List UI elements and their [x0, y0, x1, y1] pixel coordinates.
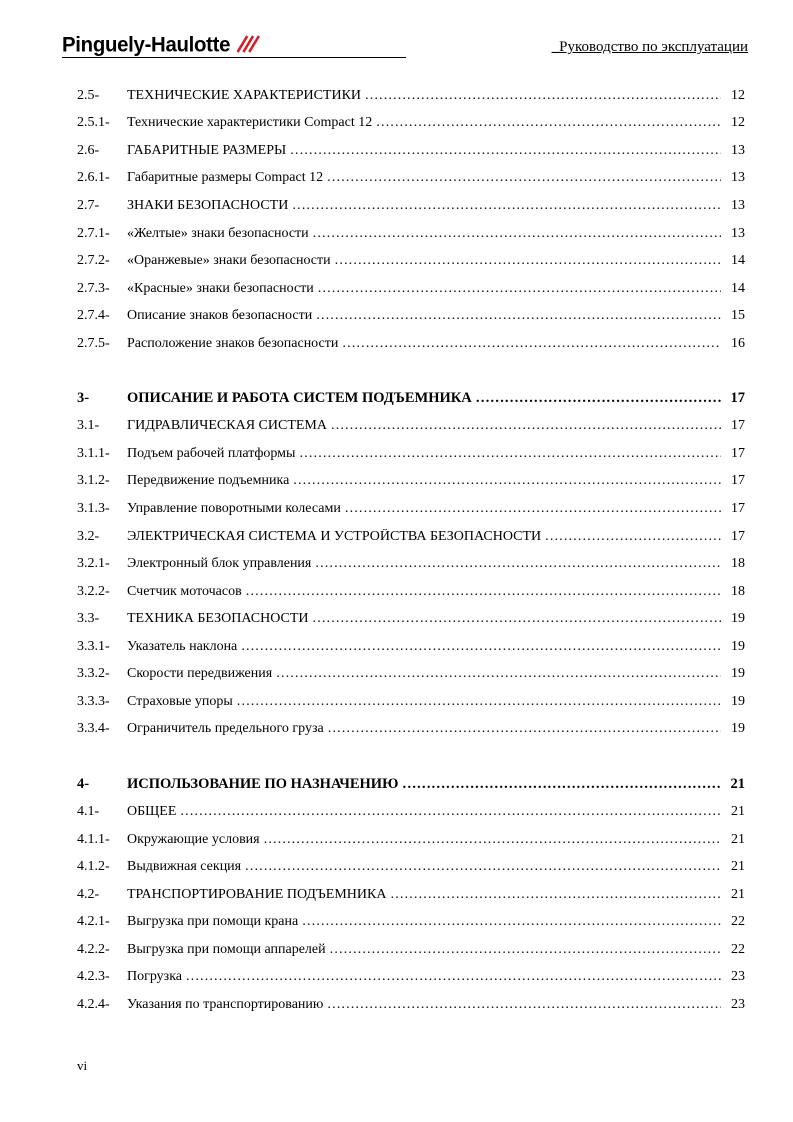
toc-title: Ограничитель предельного груза …………………………………………………………………………………………………………………………………… [127, 721, 721, 737]
toc-page: 17 [731, 528, 745, 544]
toc-entry[interactable] [77, 82, 745, 110]
toc-title: «Желтые» знаки безопасности …………………………………………………………………………………………………………………………………… [127, 226, 721, 242]
toc-page: 13 [731, 170, 745, 186]
toc-entry[interactable] [77, 137, 745, 165]
toc-title: ТЕХНИЧЕСКИЕ ХАРАКТЕРИСТИКИ …………………………………………………………………………………………………………………………………… [127, 88, 721, 104]
toc-entry[interactable] [77, 550, 745, 578]
toc-page: 14 [731, 280, 745, 296]
toc-title: Окружающие условия …………………………………………………………………………………………………………………………………… [127, 832, 721, 848]
toc-title: Описание знаков безопасности …………………………………………………………………………………………………………………………………… [127, 308, 721, 324]
toc-number: 3.1.2- [77, 473, 110, 489]
toc-title: ГИДРАВЛИЧЕСКАЯ СИСТЕМА …………………………………………………………………………………………………………………………………… [127, 418, 721, 434]
toc-title: ИСПОЛЬЗОВАНИЕ ПО НАЗНАЧЕНИЮ …………………………………………………………………………………………………………………………………… [127, 776, 721, 793]
toc-page: 16 [731, 335, 745, 351]
toc-number: 4.2.3- [77, 969, 110, 985]
toc-title: Указания по транспортированию …………………………………………………………………………………………………………………………………… [127, 997, 721, 1013]
toc-title: ОБЩЕЕ …………………………………………………………………………………………………………………………………… [127, 804, 721, 820]
toc-entry[interactable] [77, 660, 745, 688]
toc-number: 2.5- [77, 87, 100, 103]
toc-entry[interactable] [77, 110, 745, 138]
toc-page: 12 [731, 115, 745, 131]
toc-title: Указатель наклона …………………………………………………………………………………………………………………………………… [127, 639, 721, 655]
toc-title: Передвижение подъемника …………………………………………………………………………………………………………………………………… [127, 473, 721, 489]
toc-entry[interactable] [77, 413, 745, 441]
toc-title: ГАБАРИТНЫЕ РАЗМЕРЫ …………………………………………………………………………………………………………………………………… [127, 143, 721, 159]
toc-title: Управление поворотными колесами …………………………………………………………………………………………………………………………………… [127, 501, 721, 517]
toc-entry[interactable] [77, 192, 745, 220]
toc-entry[interactable] [77, 688, 745, 716]
toc-title: ТРАНСПОРТИРОВАНИЕ ПОДЪЕМНИКА …………………………………………………………………………………………………………………………………… [127, 887, 721, 903]
toc-number: 3.2- [77, 528, 100, 544]
toc-number: 2.7.2- [77, 253, 110, 269]
toc-title: Погрузка …………………………………………………………………………………………………………………………………… [127, 969, 721, 985]
toc-number: 4.2.2- [77, 941, 110, 957]
toc-page: 15 [731, 308, 745, 324]
toc-entry[interactable] [77, 826, 745, 854]
toc-page: 19 [731, 638, 745, 654]
table-of-contents [77, 82, 745, 1019]
toc-title: Выдвижная секция …………………………………………………………………………………………………………………………………… [127, 859, 721, 875]
toc-title: Выгрузка при помощи аппарелей …………………………………………………………………………………………………………………………………… [127, 942, 721, 958]
toc-number: 2.6- [77, 142, 100, 158]
toc-title: Счетчик моточасов …………………………………………………………………………………………………………………………………… [127, 584, 721, 600]
toc-number: 4.1.1- [77, 831, 110, 847]
toc-entry[interactable] [77, 523, 745, 551]
toc-number: 4- [77, 775, 90, 792]
toc-number: 3.1- [77, 418, 100, 434]
toc-number: 4.1- [77, 803, 100, 819]
toc-entry[interactable] [77, 578, 745, 606]
toc-page: 17 [730, 390, 745, 407]
toc-number: 3.1.3- [77, 500, 110, 516]
toc-title: ЗНАКИ БЕЗОПАСНОСТИ …………………………………………………………………………………………………………………………………… [127, 198, 721, 214]
toc-page: 19 [731, 693, 745, 709]
toc-number: 4.1.2- [77, 859, 110, 875]
toc-page: 17 [731, 500, 745, 516]
toc-title: Расположение знаков безопасности …………………………………………………………………………………………………………………………………… [127, 336, 721, 352]
toc-page: 23 [731, 996, 745, 1012]
toc-page: 18 [731, 556, 745, 572]
toc-entry[interactable] [77, 908, 745, 936]
toc-number: 2.6.1- [77, 170, 110, 186]
page-number: vi [77, 1058, 88, 1073]
toc-title: Страховые упоры …………………………………………………………………………………………………………………………………… [127, 694, 721, 710]
toc-entry[interactable] [77, 991, 745, 1019]
toc-page: 19 [731, 611, 745, 627]
toc-entry[interactable] [77, 716, 745, 744]
toc-number: 3.3.2- [77, 666, 110, 682]
toc-spacer [77, 357, 745, 385]
toc-entry[interactable] [77, 220, 745, 248]
logo-stripes-icon [236, 33, 261, 59]
toc-title: Технические характеристики Compact 12 …………………………………………………………………………………………………………………………………… [127, 115, 721, 131]
toc-title: Электронный блок управления …………………………………………………………………………………………………………………………………… [127, 556, 721, 572]
toc-number: 4.2.1- [77, 914, 110, 930]
toc-number: 3.3.4- [77, 721, 110, 737]
toc-page: 21 [731, 886, 745, 902]
toc-page: 22 [731, 941, 745, 957]
header-title: _Руководство по эксплуатации [551, 39, 748, 55]
toc-number: 3- [77, 390, 90, 407]
company-logo [62, 33, 261, 59]
toc-number: 2.7.4- [77, 308, 110, 324]
toc-number: 2.7- [77, 197, 100, 213]
toc-number: 3.2.2- [77, 583, 110, 599]
logo-text: Pinguely-Haulotte [62, 33, 231, 57]
toc-title: «Красные» знаки безопасности …………………………………………………………………………………………………………………………………… [127, 281, 721, 297]
toc-entry[interactable] [77, 853, 745, 881]
toc-number: 2.7.3- [77, 280, 110, 296]
toc-title: Подъем рабочей платформы …………………………………………………………………………………………………………………………………… [127, 446, 721, 462]
toc-title: Габаритные размеры Compact 12 …………………………………………………………………………………………………………………………………… [127, 170, 721, 186]
header-rule [62, 57, 406, 58]
toc-entry[interactable] [77, 247, 745, 275]
toc-page: 22 [731, 914, 745, 930]
toc-page: 13 [731, 197, 745, 213]
toc-page: 19 [731, 721, 745, 737]
toc-entry[interactable] [77, 385, 745, 413]
toc-spacer [77, 743, 745, 771]
toc-number: 4.2.4- [77, 996, 110, 1012]
toc-page: 14 [731, 253, 745, 269]
toc-page: 23 [731, 969, 745, 985]
toc-entry[interactable] [77, 605, 745, 633]
toc-entry[interactable] [77, 330, 745, 358]
toc-entry[interactable] [77, 964, 745, 992]
toc-page: 17 [731, 445, 745, 461]
toc-number: 3.2.1- [77, 556, 110, 572]
toc-page: 12 [731, 87, 745, 103]
toc-page: 21 [731, 803, 745, 819]
toc-number: 3.1.1- [77, 445, 110, 461]
toc-page: 13 [731, 225, 745, 241]
toc-entry[interactable] [77, 798, 745, 826]
toc-title: ОПИСАНИЕ И РАБОТА СИСТЕМ ПОДЪЕМНИКА …………………………………………………………………………………………………………………………………… [127, 390, 721, 407]
toc-page: 18 [731, 583, 745, 599]
toc-entry[interactable] [77, 468, 745, 496]
toc-entry[interactable] [77, 165, 745, 193]
toc-number: 2.5.1- [77, 115, 110, 131]
toc-entry[interactable] [77, 771, 745, 799]
toc-page: 17 [731, 473, 745, 489]
toc-number: 3.3.3- [77, 693, 110, 709]
toc-entry[interactable] [77, 936, 745, 964]
toc-number: 4.2- [77, 886, 100, 902]
toc-title: «Оранжевые» знаки безопасности …………………………………………………………………………………………………………………………………… [127, 253, 721, 269]
toc-title: ЭЛЕКТРИЧЕСКАЯ СИСТЕМА И УСТРОЙСТВА БЕЗОПАСНОСТИ …………………………………………………………………………………………………………………………………… [127, 529, 721, 545]
toc-title: ТЕХНИКА БЕЗОПАСНОСТИ …………………………………………………………………………………………………………………………………… [127, 611, 721, 627]
toc-title: Выгрузка при помощи крана …………………………………………………………………………………………………………………………………… [127, 914, 721, 930]
toc-entry[interactable] [77, 881, 745, 909]
toc-number: 2.7.1- [77, 225, 110, 241]
toc-page: 19 [731, 666, 745, 682]
toc-number: 3.3- [77, 611, 100, 627]
toc-entry[interactable] [77, 633, 745, 661]
toc-page: 21 [730, 775, 745, 792]
toc-page: 21 [731, 831, 745, 847]
toc-page: 21 [731, 859, 745, 875]
toc-number: 3.3.1- [77, 638, 110, 654]
toc-entry[interactable] [77, 495, 745, 523]
toc-entry[interactable] [77, 302, 745, 330]
toc-page: 13 [731, 142, 745, 158]
toc-title: Скорости передвижения …………………………………………………………………………………………………………………………………… [127, 666, 721, 682]
toc-entry[interactable] [77, 440, 745, 468]
toc-number: 2.7.5- [77, 335, 110, 351]
toc-page: 17 [731, 418, 745, 434]
toc-entry[interactable] [77, 275, 745, 303]
